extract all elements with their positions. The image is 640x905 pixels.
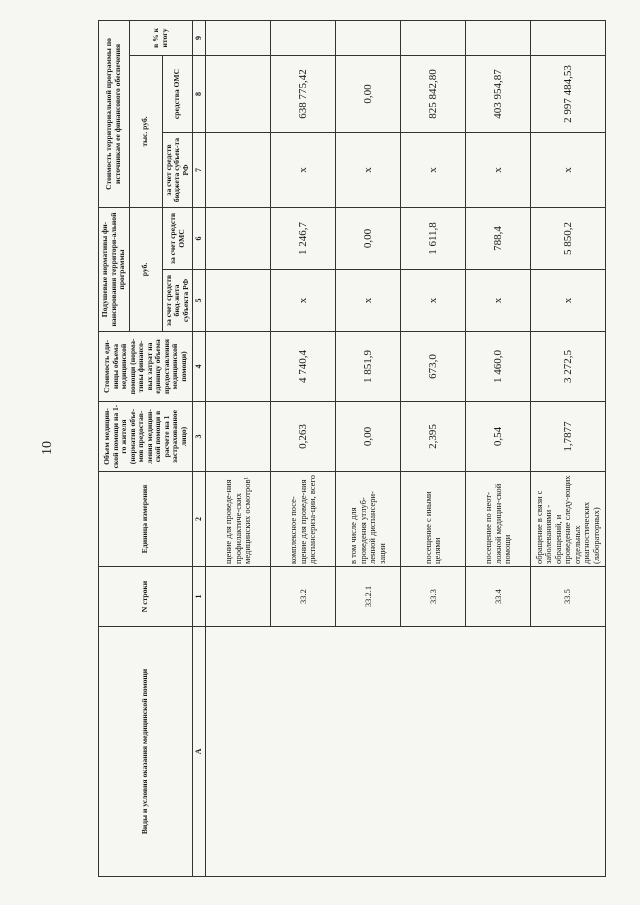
cost-oms-cell: 2 997 484,53	[531, 55, 606, 132]
column-index: 6	[193, 207, 206, 269]
header-volume: Объем медицин-ской помощи на 1-го жителя (норматив объе-мов предостав-ления медицин-ской помощи в расчете на 1 застрахованное лицо)	[99, 402, 193, 472]
cost-budget-cell: х	[466, 132, 531, 207]
unit-cell: обращение в связи с заболеваниями - обращений, и проведение следу-ющих отдельных диагностических (лабораторных)	[531, 472, 606, 567]
norm-oms-cell: 0,00	[336, 207, 401, 269]
care-type-cell	[206, 627, 606, 877]
norm-budget-cell: х	[271, 270, 336, 332]
volume-cell: 0,263	[271, 402, 336, 472]
volume-cell: 0,54	[466, 402, 531, 472]
cost-budget-cell: х	[271, 132, 336, 207]
header-group-cost: Стоимость территориальной программы по источникам ее финансового обеспечения	[99, 20, 130, 207]
unit-cell: посещение по неот-ложной медицин-ской помощи	[466, 472, 531, 567]
unit-cost-cell: 1 460,0	[466, 332, 531, 402]
line-number-cell: 33.2	[271, 567, 336, 627]
header-group-norms: Подушевые нормативы фи-нансирования территори-альной программы	[99, 207, 130, 331]
volume-cell: 0,00	[336, 402, 401, 472]
unit-cost-cell: 673,0	[401, 332, 466, 402]
norm-budget-cell	[206, 270, 271, 332]
cost-oms-cell: 638 775,42	[271, 55, 336, 132]
cost-budget-cell: х	[531, 132, 606, 207]
header-norm-budget: за счет средств бюд-жета субъекта РФ	[162, 270, 193, 332]
norm-oms-cell: 788,4	[466, 207, 531, 269]
percent-cell	[271, 20, 336, 55]
norm-oms-cell: 5 850,2	[531, 207, 606, 269]
header-norm-oms: за счет средств ОМС	[162, 207, 193, 269]
line-number-cell: 33.3	[401, 567, 466, 627]
cost-oms-cell: 0,00	[336, 55, 401, 132]
norm-oms-cell	[206, 207, 271, 269]
header-cost-unit: тыс. руб.	[129, 55, 162, 207]
unit-cost-cell: 3 272,5	[531, 332, 606, 402]
percent-cell	[206, 20, 271, 55]
volume-cell	[206, 402, 271, 472]
norm-budget-cell: х	[401, 270, 466, 332]
norm-oms-cell: 1 246,7	[271, 207, 336, 269]
header-unit-cost: Стоимость еди-ницы объема медицинской помощи (норма-тивы финансо-вых затрат на единицу объема предоставления медицинской помощи)	[99, 332, 193, 402]
page-number: 10	[40, 441, 55, 455]
unit-cell: в том числе для проведения углуб-ленной диспансери-зации	[336, 472, 401, 567]
cost-oms-cell	[206, 55, 271, 132]
column-index: 8	[193, 55, 206, 132]
cost-budget-cell	[206, 132, 271, 207]
column-index: 7	[193, 132, 206, 207]
cost-oms-cell: 825 842,80	[401, 55, 466, 132]
column-index: А	[193, 627, 206, 877]
norm-budget-cell: х	[466, 270, 531, 332]
unit-cell: посещение с иными целями	[401, 472, 466, 567]
cost-budget-cell: х	[401, 132, 466, 207]
header-cost-budget: за счет средств бюджета субъек-та РФ	[162, 132, 193, 207]
medical-care-program-table	[98, 20, 606, 877]
unit-cost-cell: 4 740,4	[271, 332, 336, 402]
column-index: 5	[193, 270, 206, 332]
cost-budget-cell: х	[336, 132, 401, 207]
header-unit: Единица измерения	[99, 472, 193, 567]
header-line-number: N строки	[99, 567, 193, 627]
document-table-rotated	[98, 21, 606, 877]
norm-budget-cell: х	[336, 270, 401, 332]
line-number-cell: 33.2.1	[336, 567, 401, 627]
column-index: 2	[193, 472, 206, 567]
percent-cell	[336, 20, 401, 55]
norm-oms-cell: 1 611,8	[401, 207, 466, 269]
header-cost-oms: средства ОМС	[162, 55, 193, 132]
header-percent: в % к итогу	[129, 20, 193, 55]
table-row	[206, 20, 271, 876]
unit-cost-cell	[206, 332, 271, 402]
unit-cell: щение для проведе-ния профилактиче-ских медицинских осмотров¹	[206, 472, 271, 567]
column-index: 4	[193, 332, 206, 402]
unit-cost-cell: 1 851,9	[336, 332, 401, 402]
line-number-cell: 33.4	[466, 567, 531, 627]
column-index: 3	[193, 402, 206, 472]
column-index: 1	[193, 567, 206, 627]
volume-cell: 2,395	[401, 402, 466, 472]
percent-cell	[531, 20, 606, 55]
volume-cell: 1,7877	[531, 402, 606, 472]
percent-cell	[401, 20, 466, 55]
unit-cell: комплексное посе-щение для проведе-ния диспансериза-ции, всего	[271, 472, 336, 567]
header-norms-unit: руб.	[129, 207, 162, 331]
percent-cell	[466, 20, 531, 55]
header-care-types: Виды и условия оказания медицинской помощи	[99, 627, 193, 877]
line-number-cell: 33.5	[531, 567, 606, 627]
column-index: 9	[193, 20, 206, 55]
cost-oms-cell: 403 954,87	[466, 55, 531, 132]
column-index-row	[193, 20, 206, 876]
line-number-cell	[206, 567, 271, 627]
norm-budget-cell: х	[531, 270, 606, 332]
